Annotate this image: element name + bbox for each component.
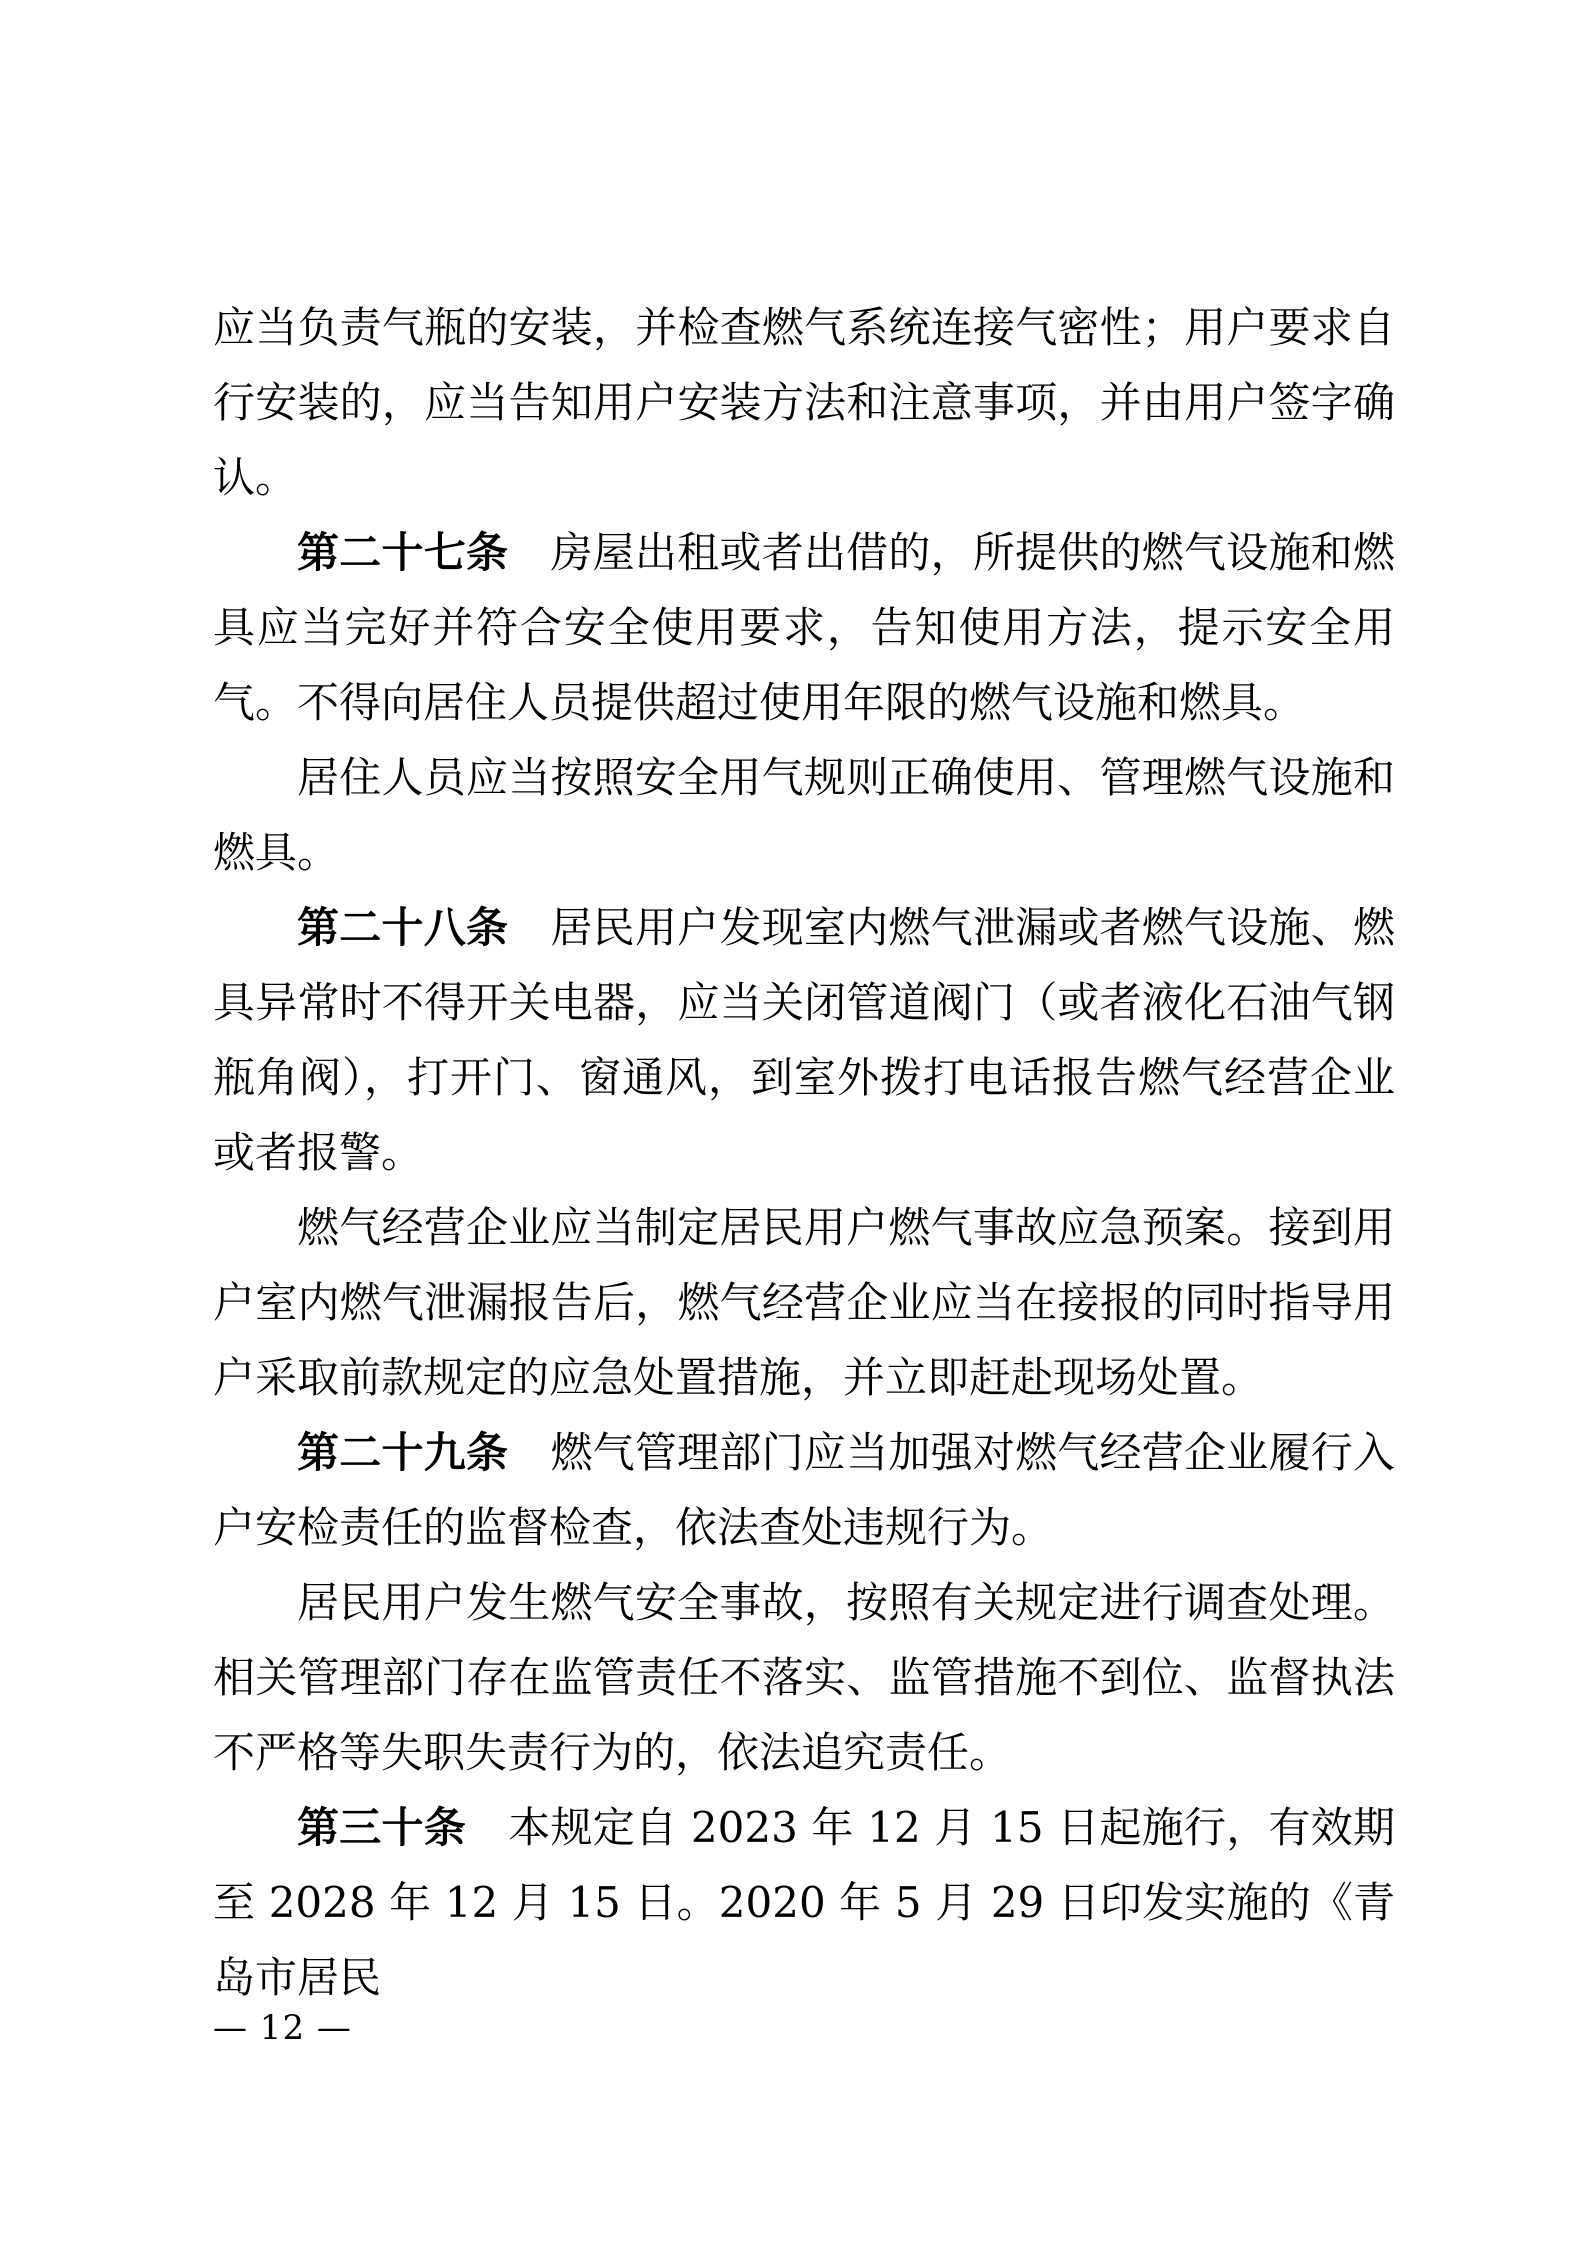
paragraph: 居民用户发生燃气安全事故，按照有关规定进行调查处理。相关管理部门存在监管责任不落实、监管措施不到位、监督执法不严格等失职失责行为的，依法追究责任。 — [213, 1578, 1395, 1777]
document-body — [213, 290, 1395, 2015]
paragraph: 居住人员应当按照安全用气规则正确使用、管理燃气设施和燃具。 — [213, 753, 1395, 877]
paragraph: 应当负责气瓶的安装，并检查燃气系统连接气密性；用户要求自行安装的，应当告知用户安装方法和注意事项，并由用户签字确认。 — [213, 303, 1395, 502]
article-number-label: 第二十九条 — [297, 1428, 509, 1477]
paragraph: 第二十七条 房屋出租或者出借的，所提供的燃气设施和燃具应当完好并符合安全使用要求，告知使用方法，提示安全用气。不得向居住人员提供超过使用年限的燃气设施和燃具。 — [213, 528, 1395, 727]
paragraph: 第二十八条 居民用户发现室内燃气泄漏或者燃气设施、燃具异常时不得开关电器，应当关闭管道阀门（或者液化石油气钢瓶角阀），打开门、窗通风，到室外拨打电话报告燃气经营企业或者报警。 — [213, 903, 1395, 1177]
article-number-label: 第三十条 — [297, 1803, 467, 1852]
page-number: — 12 — — [213, 2008, 352, 2048]
article-number-label: 第二十八条 — [297, 903, 509, 952]
paragraph: 燃气经营企业应当制定居民用户燃气事故应急预案。接到用户室内燃气泄漏报告后，燃气经营企业应当在接报的同时指导用户采取前款规定的应急处置措施，并立即赶赴现场处置。 — [213, 1203, 1395, 1402]
article-number-label: 第二十七条 — [297, 528, 509, 577]
paragraph: 第三十条 本规定自 2023 年 12 月 15 日起施行，有效期至 2028 年 12 月 15 日。2020 年 5 月 29 日印发实施的《青岛市居民 — [213, 1803, 1395, 2002]
paragraph: 第二十九条 燃气管理部门应当加强对燃气经营企业履行入户安检责任的监督检查，依法查处违规行为。 — [213, 1428, 1395, 1552]
